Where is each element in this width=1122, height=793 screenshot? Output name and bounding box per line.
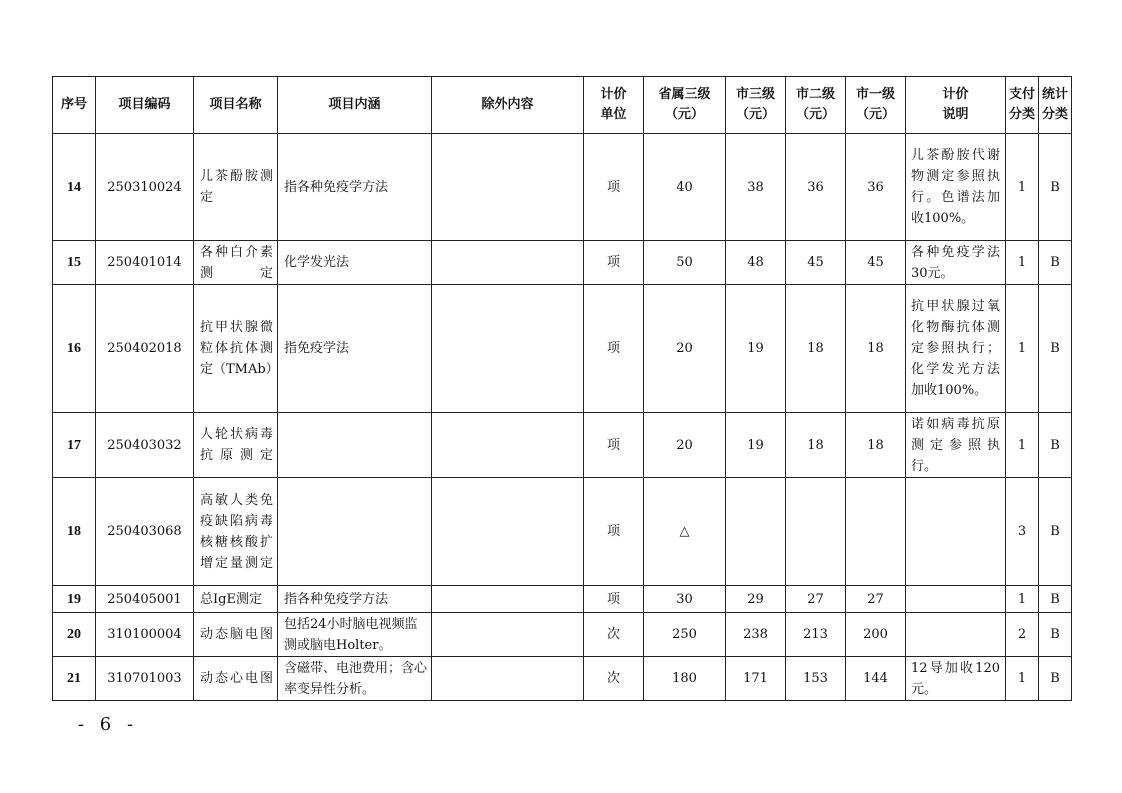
- cell-city2-price: 153: [786, 657, 846, 701]
- table-row: [53, 285, 1072, 413]
- cell-unit: 项: [584, 241, 644, 285]
- cell-seq: 14: [53, 134, 96, 241]
- cell-provincial-price: 250: [644, 613, 726, 657]
- cell-pay-class: 1: [1006, 657, 1039, 701]
- cell-city3-price: 19: [726, 285, 786, 413]
- cell-code: 250403032: [96, 413, 194, 478]
- cell-city2-price: 213: [786, 613, 846, 657]
- header-stat-line1: 统计: [1041, 87, 1068, 102]
- cell-content: [278, 413, 432, 478]
- cell-pay-class: 1: [1006, 285, 1039, 413]
- cell-seq: 21: [53, 657, 96, 701]
- header-content: [278, 77, 432, 134]
- cell-unit: 项: [584, 478, 644, 586]
- table-row: [53, 478, 1072, 586]
- cell-pay-class: 1: [1006, 241, 1039, 285]
- cell-content: 指各种免疫学方法: [278, 586, 432, 613]
- cell-content: 指免疫学法: [278, 285, 432, 413]
- cell-name: 高敏人类免疫缺陷病毒核糖核酸扩增定量测定: [194, 478, 278, 586]
- cell-seq: 18: [53, 478, 96, 586]
- cell-exclusion: [432, 478, 584, 586]
- cell-provincial-price: 50: [644, 241, 726, 285]
- cell-name: 总IgE测定: [194, 586, 278, 613]
- cell-city3-price: 38: [726, 134, 786, 241]
- cell-note: 儿茶酚胺代谢物测定参照执行。色谱法加收100%。: [906, 134, 1006, 241]
- header-code-text: 项目编码: [118, 97, 171, 112]
- cell-note: [906, 613, 1006, 657]
- header-exclusion-text: 除外内容: [481, 97, 534, 112]
- cell-seq: 17: [53, 413, 96, 478]
- cell-unit: 项: [584, 134, 644, 241]
- cell-city3-price: 171: [726, 657, 786, 701]
- cell-stat-class: B: [1039, 285, 1072, 413]
- cell-note: 抗甲状腺过氧化物酶抗体测定参照执行；化学发光方法加收100%。: [906, 285, 1006, 413]
- cell-exclusion: [432, 134, 584, 241]
- header-seq-text: 序号: [60, 97, 87, 112]
- cell-city2-price: 36: [786, 134, 846, 241]
- header-provincial-line2: （元）: [664, 107, 704, 122]
- cell-stat-class: B: [1039, 478, 1072, 586]
- header-name: [194, 77, 278, 134]
- header-city3-price: [726, 77, 786, 134]
- header-unit: [584, 77, 644, 134]
- cell-city1-price: 200: [846, 613, 906, 657]
- header-city1-line2: （元）: [855, 107, 895, 122]
- cell-pay-class: 1: [1006, 413, 1039, 478]
- cell-provincial-price: △: [644, 478, 726, 586]
- price-table: [52, 76, 1072, 701]
- cell-exclusion: [432, 285, 584, 413]
- cell-content: [278, 478, 432, 586]
- cell-note: 各种免疫学法30元。: [906, 241, 1006, 285]
- cell-pay-class: 3: [1006, 478, 1039, 586]
- cell-pay-class: 1: [1006, 134, 1039, 241]
- cell-city2-price: 18: [786, 285, 846, 413]
- header-stat-line2: 分类: [1041, 107, 1068, 122]
- cell-unit: 次: [584, 657, 644, 701]
- header-pay-class: [1006, 77, 1039, 134]
- cell-code: 250310024: [96, 134, 194, 241]
- cell-city3-price: [726, 478, 786, 586]
- cell-exclusion: [432, 241, 584, 285]
- cell-exclusion: [432, 586, 584, 613]
- cell-note: 诺如病毒抗原测定参照执行。: [906, 413, 1006, 478]
- cell-city1-price: 45: [846, 241, 906, 285]
- header-unit-line1: 计价: [600, 87, 627, 102]
- cell-city1-price: 18: [846, 285, 906, 413]
- cell-city1-price: 18: [846, 413, 906, 478]
- cell-city2-price: 27: [786, 586, 846, 613]
- cell-code: 310701003: [96, 657, 194, 701]
- cell-pay-class: 1: [1006, 586, 1039, 613]
- cell-exclusion: [432, 657, 584, 701]
- cell-unit: 项: [584, 586, 644, 613]
- cell-provincial-price: 180: [644, 657, 726, 701]
- table-row: [53, 613, 1072, 657]
- cell-city3-price: 238: [726, 613, 786, 657]
- header-pay-line1: 支付: [1008, 87, 1035, 102]
- cell-seq: 15: [53, 241, 96, 285]
- cell-exclusion: [432, 413, 584, 478]
- header-city1-line1: 市一级: [855, 87, 895, 102]
- cell-provincial-price: 20: [644, 285, 726, 413]
- cell-stat-class: B: [1039, 613, 1072, 657]
- header-pay-line2: 分类: [1008, 107, 1035, 122]
- cell-city1-price: [846, 478, 906, 586]
- cell-stat-class: B: [1039, 413, 1072, 478]
- cell-name: 动态心电图: [194, 657, 278, 701]
- header-city1-price: [846, 77, 906, 134]
- header-note-line2: 说明: [942, 107, 969, 122]
- cell-pay-class: 2: [1006, 613, 1039, 657]
- cell-content: 含磁带、电池费用；含心率变异性分析。: [278, 657, 432, 701]
- header-seq: [53, 77, 96, 134]
- header-name-text: 项目名称: [209, 97, 262, 112]
- cell-content: 包括24小时脑电视频监测或脑电Holter。: [278, 613, 432, 657]
- cell-city3-price: 19: [726, 413, 786, 478]
- cell-code: 250402018: [96, 285, 194, 413]
- cell-exclusion: [432, 613, 584, 657]
- cell-seq: 16: [53, 285, 96, 413]
- cell-code: 250403068: [96, 478, 194, 586]
- cell-note: [906, 586, 1006, 613]
- cell-provincial-price: 20: [644, 413, 726, 478]
- cell-unit: 项: [584, 285, 644, 413]
- cell-unit: 次: [584, 613, 644, 657]
- table-row: [53, 241, 1072, 285]
- cell-content: 化学发光法: [278, 241, 432, 285]
- header-provincial-price: [644, 77, 726, 134]
- cell-city3-price: 48: [726, 241, 786, 285]
- cell-city2-price: 45: [786, 241, 846, 285]
- cell-seq: 19: [53, 586, 96, 613]
- cell-city2-price: 18: [786, 413, 846, 478]
- cell-name: 人轮状病毒抗原测定: [194, 413, 278, 478]
- header-city3-line1: 市三级: [735, 87, 775, 102]
- cell-city3-price: 29: [726, 586, 786, 613]
- cell-code: 250405001: [96, 586, 194, 613]
- cell-note: 12导加收120元。: [906, 657, 1006, 701]
- header-code: [96, 77, 194, 134]
- cell-name: 儿茶酚胺测定: [194, 134, 278, 241]
- header-content-text: 项目内涵: [328, 97, 381, 112]
- cell-city1-price: 144: [846, 657, 906, 701]
- cell-stat-class: B: [1039, 586, 1072, 613]
- header-note-line1: 计价: [942, 87, 969, 102]
- cell-name: 抗甲状腺微粒体抗体测定（TMAb）: [194, 285, 278, 413]
- header-city3-line2: （元）: [735, 107, 775, 122]
- header-provincial-line1: 省属三级: [658, 87, 711, 102]
- cell-city2-price: [786, 478, 846, 586]
- cell-provincial-price: 30: [644, 586, 726, 613]
- cell-code: 250401014: [96, 241, 194, 285]
- header-note: [906, 77, 1006, 134]
- table-row: [53, 413, 1072, 478]
- cell-city1-price: 27: [846, 586, 906, 613]
- header-city2-price: [786, 77, 846, 134]
- cell-content: 指各种免疫学方法: [278, 134, 432, 241]
- cell-unit: 项: [584, 413, 644, 478]
- cell-stat-class: B: [1039, 241, 1072, 285]
- table-header-row: [53, 77, 1072, 134]
- cell-stat-class: B: [1039, 134, 1072, 241]
- cell-provincial-price: 40: [644, 134, 726, 241]
- cell-code: 310100004: [96, 613, 194, 657]
- cell-city1-price: 36: [846, 134, 906, 241]
- header-stat-class: [1039, 77, 1072, 134]
- cell-seq: 20: [53, 613, 96, 657]
- header-exclusion: [432, 77, 584, 134]
- header-unit-line2: 单位: [600, 107, 627, 122]
- cell-name: 动态脑电图: [194, 613, 278, 657]
- table-row: [53, 586, 1072, 613]
- cell-name: 各种白介素测定: [194, 241, 278, 285]
- page-number: - 6 -: [78, 714, 139, 735]
- table-row: [53, 657, 1072, 701]
- cell-stat-class: B: [1039, 657, 1072, 701]
- cell-note: [906, 478, 1006, 586]
- header-city2-line1: 市二级: [795, 87, 835, 102]
- table-row: [53, 134, 1072, 241]
- header-city2-line2: （元）: [795, 107, 835, 122]
